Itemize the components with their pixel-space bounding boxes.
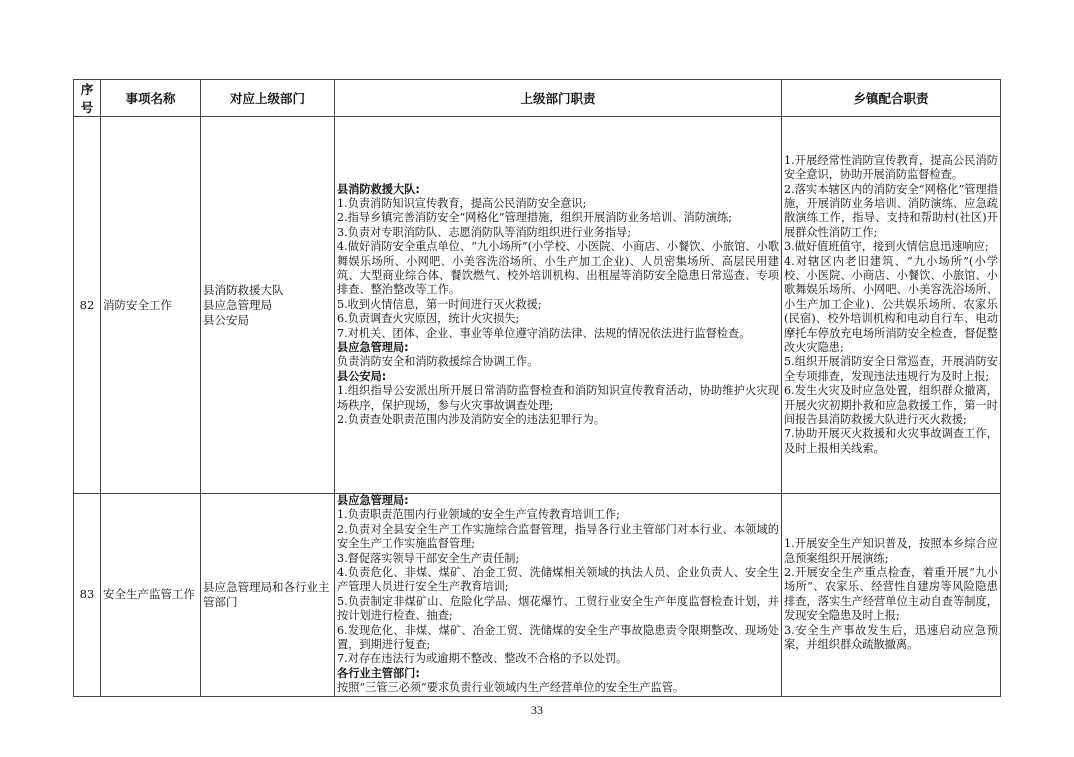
duty-item: 5.收到火情信息，第一时间进行灭火救援; [337, 297, 542, 311]
town-duty-item: 2.开展安全生产重点检查，着重开展“九小场所”、农家乐、经营性自建房等风险隐患排查，落实生产经营单位主动自查等制度，发现安全隐患及时上报; [784, 566, 998, 623]
town-duty-item: 4.对辖区内老旧建筑、“九小场所”(小学校、小医院、小商店、小餐饮、小旅馆、小歌舞娱乐场所、小网吧、小美容洗浴场所、小生产加工企业)、公共娱乐场所、农家乐(民宿)、校外培训机构和电动自行车、电动摩托车停放充电场所消防安全检查，督促整改火灾隐患; [784, 254, 998, 355]
town-duty-item: 2.落实本辖区内的消防安全“网格化”管理措施，开展消防业务培训、消防演练、应急疏散演练工作，指导、支持和帮助村(社区)开展群众性消防工作; [784, 182, 998, 239]
duty-item: 按照“三管三必须”要求负责行业领域内生产经营单位的安全生产监管。 [337, 681, 685, 695]
town-duty-item: 1.开展安全生产知识普及，按照本乡综合应急预案组织开展演练; [784, 537, 998, 565]
town-duty-item: 6.发生火灾及时应急处置，组织群众撤离，开展火灾初期扑救和应急救援工作，第一时间报告县消防救援大队进行灭火救援; [784, 384, 998, 427]
row-serial: 82 [74, 117, 101, 494]
header-item-name: 事项名称 [101, 80, 201, 117]
header-superior-duties: 上级部门职责 [335, 80, 782, 117]
duty-item: 3.负责对专职消防队、志愿消防队等消防组织进行业务指导; [337, 225, 632, 239]
duty-item: 1.负责职责范围内行业领域的安全生产宣传教育培训工作; [337, 508, 620, 522]
duty-item: 7.对存在违法行为或逾期不整改、整改不合格的予以处罚。 [337, 652, 628, 666]
duty-item: 6.发现危化、非煤、煤矿、冶金工贸、洗储煤的安全生产事故隐患责令限期整改、现场处置，到期进行复查; [337, 623, 779, 652]
duty-item: 2.指导乡镇完善消防安全“网格化”管理措施，组织开展消防业务培训、消防演练; [337, 211, 733, 225]
row-superior-duties [335, 117, 782, 494]
duty-dept-heading: 县应急管理局: [337, 494, 409, 507]
duty-dept-heading: 县应急管理局: [337, 341, 409, 355]
table-row [74, 117, 1001, 494]
duty-item: 负责消防安全和消防救援综合协调工作。 [337, 355, 539, 369]
dept-name: 县公安局 [203, 312, 249, 327]
duty-dept-heading: 各行业主管部门: [337, 666, 420, 680]
header-town-duties: 乡镇配合职责 [782, 80, 1001, 117]
responsibility-table [73, 79, 1001, 697]
row-serial: 83 [74, 494, 101, 697]
row-item-name: 安全生产监管工作 [101, 494, 201, 697]
table-row [74, 494, 1001, 697]
duty-item: 2.负责查处职责范围内涉及消防安全的违法犯罪行为。 [337, 413, 605, 427]
row-depts [201, 494, 335, 697]
row-depts [201, 117, 335, 494]
duty-dept-heading: 县公安局: [337, 369, 387, 383]
page-number: 33 [531, 703, 543, 717]
row-superior-duties [335, 494, 782, 697]
duty-item: 7.对机关、团体、企业、事业等单位遵守消防法律、法规的情况依法进行监督检查。 [337, 326, 751, 340]
town-duty-item: 1.开展经常性消防宣传教育，提高公民消防安全意识，协助开展消防监督检查。 [784, 153, 998, 182]
town-duty-item: 5.组织开展消防安全日常巡查，开展消防安全专项排查，发现违法违规行为及时上报; [784, 355, 998, 383]
town-duty-item: 3.做好值班值守，接到火情信息迅速响应; [784, 240, 989, 254]
header-serial: 序号 [74, 80, 101, 117]
row-town-duties [782, 494, 1001, 697]
row-town-duties [782, 117, 1001, 494]
duty-dept-heading: 县消防救援大队: [337, 182, 420, 196]
duty-item: 1.组织指导公安派出所开展日常消防监督检查和消防知识宣传教育活动，协助维护火灾现场秩序，保护现场，参与火灾事故调查处理; [337, 384, 779, 412]
duty-item: 3.督促落实领导干部安全生产责任制; [337, 551, 520, 565]
town-duty-item: 3.安全生产事故发生后，迅速启动应急预案，并组织群众疏散撤离。 [784, 623, 998, 652]
dept-name: 县应急管理局 [203, 297, 272, 312]
duty-item: 4.做好消防安全重点单位、“九小场所”(小学校、小医院、小商店、小餐饮、小旅馆、小歌舞娱乐场所、小网吧、小美容洗浴场所、小生产加工企业)、人员密集场所、高层民用建筑、大型商业综合体、餐饮燃气、校外培训机构、出租屋等消防安全隐患日常巡查、专项排查、整治整改等工作。 [337, 240, 779, 297]
dept-name: 县应急管理局和各行业主管部门 [203, 579, 330, 609]
duty-item: 2.负责对全县安全生产工作实施综合监督管理，指导各行业主管部门对本行业、本领域的安全生产工作实施监督管理; [337, 522, 779, 551]
table-header-row [74, 80, 1001, 117]
duty-item: 4.负责危化、非煤、煤矿、冶金工贸、洗储煤相关领域的执法人员、企业负责人、安全生产管理人员进行安全生产教育培训; [337, 566, 779, 594]
header-superior-dept: 对应上级部门 [201, 80, 335, 117]
town-duty-item: 7.协助开展灭火救援和火灾事故调查工作，及时上报相关线索。 [784, 427, 998, 455]
duty-item: 1.负责消防知识宣传教育，提高公民消防安全意识; [337, 196, 587, 210]
row-item-name: 消防安全工作 [101, 117, 201, 494]
dept-name: 县消防救援大队 [203, 282, 284, 297]
duty-item: 5.负责制定非煤矿山、危险化学品、烟花爆竹、工贸行业安全生产年度监督检查计划，并按计划进行检查、抽查; [337, 594, 779, 623]
duty-item: 6.负责调查火灾原因，统计火灾损失; [337, 312, 520, 326]
